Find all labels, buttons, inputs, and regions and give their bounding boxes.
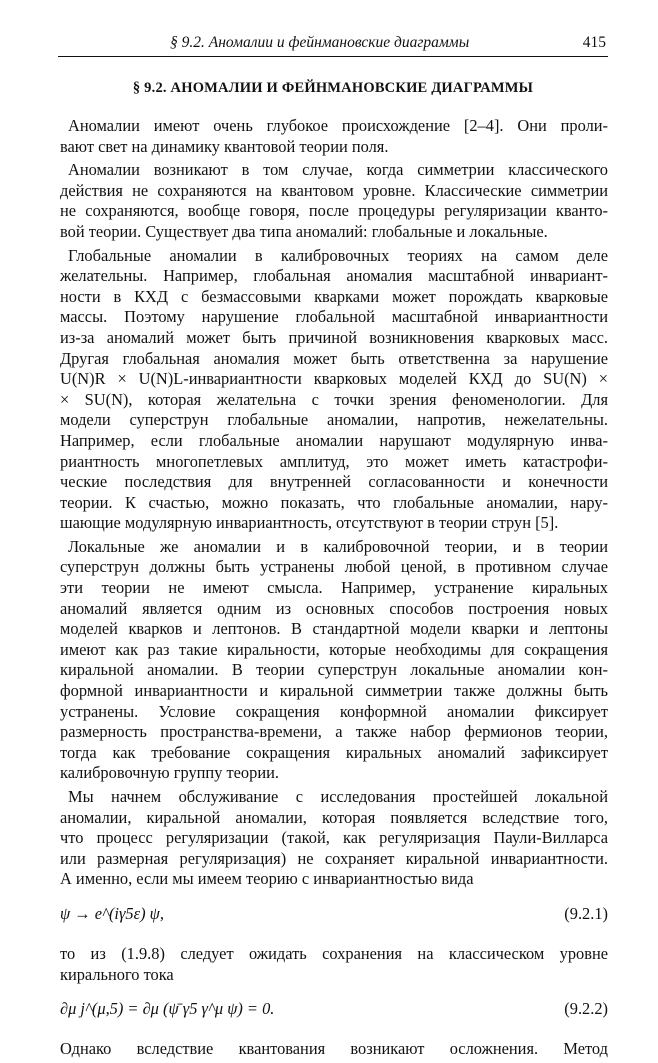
text-line: А именно, если мы имеем теорию с инвариантностью вида: [60, 869, 474, 889]
paragraph: [60, 1039, 608, 1060]
text-line: шающие модулярную инвариантность, отсутствуют в теории струн [5].: [60, 513, 559, 533]
text-line: что процесс регуляризации (такой, как регуляризация Паули-Вилларса: [60, 828, 608, 848]
paragraph: [60, 160, 608, 242]
text-line: ческие последствия для внутренней согласованности и конечности: [60, 472, 608, 492]
equation-formula: ψ → e^(iγ5ε) ψ,: [60, 903, 164, 923]
text-line: аномалий является одним из основных способов построения новых: [60, 598, 608, 618]
text-line: калибровочную группу теории.: [60, 763, 279, 783]
text-line: ности в КХД с безмассовыми кварками может порождать кварковые: [60, 286, 608, 306]
text-line: или размерная регуляризация) не сохраняет киральной инвариантности.: [60, 848, 608, 868]
text-line: модели суперструн глобальные аномалии, напротив, нежелательны.: [60, 410, 608, 430]
equation-9-2-1: [60, 904, 608, 928]
text-line: Например, если глобальные аномалии нарушают модулярную инва-: [60, 430, 608, 450]
text-line: массы. Поэтому нарушение глобальной масштабной инвариантности: [60, 307, 608, 327]
equation-number: (9.2.2): [564, 999, 608, 1019]
text-line: эти теории не имеют смысла. Например, устранение киральных: [60, 578, 608, 598]
text-line: моделей кварков и лептонов. В стандартной модели кварки и лептоны: [60, 619, 608, 639]
text-line: из-за аномалий может быть причиной возникновения кварковых масс.: [60, 327, 608, 347]
text-line: имеют как раз такие киральности, которые необходимы для сокращения: [60, 639, 608, 659]
text-line: устранены. Условие сокращения конформной аномалии фиксирует: [60, 701, 608, 721]
text-line: Глобальные аномалии в калибровочных теориях на самом деле: [68, 245, 608, 265]
text-line: тогда как требование сокращения киральных аномалий зафиксирует: [60, 742, 608, 762]
running-title: § 9.2. Аномалии и фейнмановские диаграммы: [170, 34, 470, 51]
header-rule: [58, 56, 608, 57]
text-line: формной инвариантности и киральной симметрии также должны быть: [60, 681, 608, 701]
section-title: § 9.2. АНОМАЛИИ И ФЕЙНМАНОВСКИЕ ДИАГРАММЫ: [132, 80, 534, 96]
text-line: Аномалии возникают в том случае, когда симметрии классического: [68, 160, 608, 180]
text-line: теории. К счастью, можно показать, что глобальные аномалии, нару-: [60, 492, 608, 512]
paragraph: [60, 116, 608, 157]
text-line: Локальные же аномалии и в калибровочной теории, и в теории: [68, 536, 608, 556]
text-line: действия не сохраняются на квантовом уровне. Классические симметрии: [60, 180, 608, 200]
equation-formula: ∂μ j^(μ,5) = ∂μ (ψ̄ γ5 γ^μ ψ) = 0.: [60, 999, 275, 1019]
text-line: суперструн должны быть устранены любой ценой, в противном случае: [60, 557, 608, 577]
text-line: размерность пространства-времени, а также набор фермионов теории,: [60, 722, 608, 742]
equation-number: (9.2.1): [564, 903, 608, 923]
paragraph: [60, 944, 608, 985]
equation-9-2-2: [60, 999, 608, 1023]
text-line: то из (1.9.8) следует ожидать сохранения на классическом уровне: [60, 943, 608, 963]
text-line: не сохраняются, вообще говоря, после процедуры регуляризации кванто-: [60, 201, 608, 221]
text-line: аномалии, киральной аномалии, которая появляется вследствие того,: [60, 807, 608, 827]
text-line: вают свет на динамику квантовой теории поля.: [60, 136, 389, 156]
text-line: Аномалии имеют очень глубокое происхождение [2–4]. Они проли-: [68, 116, 608, 135]
text-line: × SU(N), которая желательна с точки зрения феноменологии. Для: [60, 389, 608, 409]
text-line: Мы начнем обслуживание с исследования простейшей локальной: [68, 787, 608, 806]
text-line: Другая глобальная аномалия может быть ответственна за нарушение: [60, 348, 608, 368]
page-number: 415: [582, 34, 606, 51]
text-line: вой теории. Существует два типа аномалий: глобальные и локальные.: [60, 221, 548, 241]
text-line: Однако вследствие квантования возникают осложнения. Метод: [60, 1039, 608, 1059]
text-line: желательны. Например, глобальная аномалия масштабной инвариант-: [60, 266, 608, 286]
paragraph: [60, 246, 608, 534]
text-line: U(N)R × U(N)L-инвариантности кварковых моделей КХД до SU(N) ×: [60, 369, 608, 389]
text-line: киральной аномалии. В теории суперструн локальные аномалии кон-: [60, 660, 608, 680]
paragraph: [60, 537, 608, 784]
text-line: риантность многопетлевых амплитуд, это может иметь катастрофи-: [60, 451, 608, 471]
body-text: [60, 116, 608, 1063]
paragraph: [60, 787, 608, 890]
text-line: кирального тока: [60, 964, 174, 984]
